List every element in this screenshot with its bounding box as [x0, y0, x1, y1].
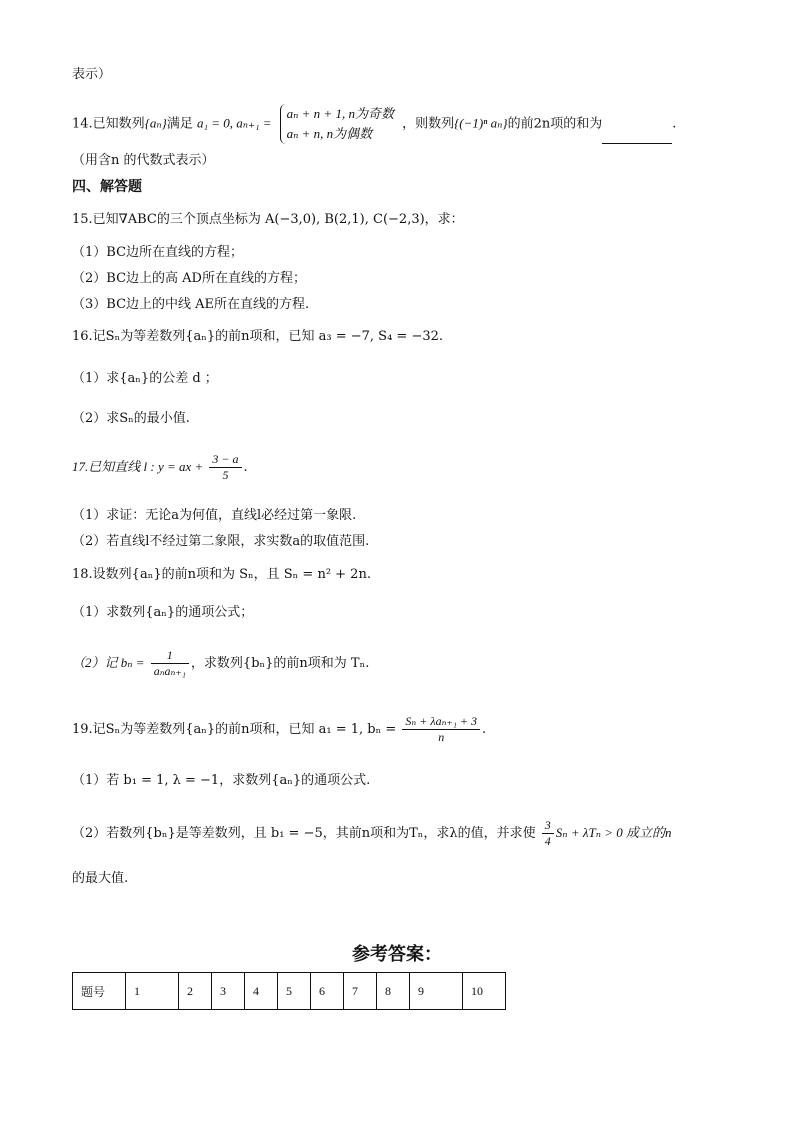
table-cell: 6 — [311, 973, 344, 1010]
q17-denominator: 5 — [222, 468, 229, 482]
table-cell: 题号 — [73, 973, 126, 1010]
table-cell: 9 — [410, 973, 463, 1010]
q19-part1: （1）若 b₁ = 1, λ = −1，求数列{aₙ}的通项公式. — [72, 773, 371, 788]
table-cell: 10 — [463, 973, 506, 1010]
q18-fraction — [151, 648, 189, 679]
q19-fraction2 — [542, 818, 554, 849]
q19-part2-tail: 的最大值. — [72, 871, 129, 886]
q15-stem: 15.已知∇ABC的三个顶点坐标为 A(−3,0), B(2,1), C(−2,3)，求： — [72, 212, 464, 227]
q18-stem: 18.设数列{aₙ}的前n项和为 Sₙ，且 Sₙ = n² + 2n. — [72, 567, 371, 582]
q16-part2: （2）求Sₙ的最小值. — [72, 411, 190, 426]
table-cell: 4 — [245, 973, 278, 1010]
table-cell: 7 — [344, 973, 377, 1010]
section-heading: 四、解答题 — [72, 179, 142, 195]
q15-part2: （2）BC边上的高 AD所在直线的方程； — [72, 271, 306, 286]
table-row — [73, 973, 506, 1010]
q19-numerator: Sₙ + λaₙ₊₁ + 3 — [402, 714, 480, 730]
q14-note: （用含n 的代数式表示） — [72, 153, 215, 168]
answer-table — [72, 972, 506, 1010]
q15-part3: （3）BC边上的中线 AE所在直线的方程. — [72, 297, 310, 312]
q19-p2-post: Sₙ + λTₙ > 0 成立的n — [555, 825, 672, 840]
q16-part1: （1）求{aₙ}的公差 d ； — [72, 371, 218, 386]
table-cell: 5 — [278, 973, 311, 1010]
q15-part1: （1）BC边所在直线的方程； — [72, 245, 244, 260]
table-cell: 8 — [377, 973, 410, 1010]
q17-pre: 17.已知直线 l : y = ax + — [72, 459, 204, 474]
q17-part2: （2）若直线l不经过第二象限，求实数a的取值范围. — [72, 534, 370, 549]
q14-case1: aₙ + n + 1, n为奇数 — [286, 106, 394, 121]
q19-pre: 19.记Sₙ为等差数列{aₙ}的前n项和，已知 a₁ = 1, bₙ = — [72, 722, 397, 737]
answers-title: 参考答案： — [352, 944, 442, 965]
q14-cond: a₁ = 0, aₙ₊₁ = — [197, 115, 272, 131]
q14-end: . — [672, 116, 677, 132]
q19-numerator2: 3 — [542, 818, 554, 834]
q18-part1: （1）求数列{aₙ}的通项公式； — [72, 605, 254, 620]
q14-post: ，则数列 — [402, 116, 455, 132]
q19-part2 — [72, 818, 672, 849]
table-cell: 1 — [126, 973, 179, 1010]
q19-denominator: n — [438, 730, 445, 744]
q19-denominator2: 4 — [544, 834, 551, 848]
q18-p2-pre: （2）记 bₙ = — [72, 655, 145, 670]
q14-piecewise — [280, 104, 394, 144]
q14-seq: {aₙ} — [144, 115, 167, 131]
question-14 — [72, 104, 676, 144]
q14-post2: 的前2n项的和为 — [507, 116, 603, 132]
q14-case2: aₙ + n, n为偶数 — [286, 126, 373, 141]
answer-blank[interactable] — [602, 129, 672, 144]
q19-p2-pre: （2）若数列{bₙ}是等差数列，且 b₁ = −5，其前n项和为Tₙ，求λ的值，并求使 — [72, 826, 536, 841]
q19-fraction — [402, 714, 480, 745]
q17-end: . — [243, 460, 248, 475]
q17-numerator: 3 − a — [209, 452, 241, 468]
q18-denominator: aₙaₙ₊₁ — [153, 664, 186, 678]
q14-pre: 14.已知数列 — [72, 116, 145, 132]
q18-p2-post: ，求数列{bₙ}的前n项和为 Tₙ. — [190, 656, 370, 671]
table-cell: 3 — [212, 973, 245, 1010]
q17-fraction — [209, 452, 241, 483]
question-19 — [72, 714, 486, 745]
q17-part1: （1）求证：无论a为何值，直线l必经过第一象限. — [72, 508, 357, 523]
q16-stem: 16.记Sₙ为等差数列{aₙ}的前n项和，已知 a₃ = −7, S₄ = −32. — [72, 329, 444, 344]
q19-end: . — [482, 722, 487, 737]
q18-part2 — [72, 648, 369, 679]
table-cell: 2 — [179, 973, 212, 1010]
text-continuation: 表示） — [72, 67, 112, 82]
question-17 — [72, 452, 248, 483]
q18-numerator: 1 — [151, 648, 189, 664]
q14-mid: 满足 — [166, 116, 193, 132]
q14-seq2: {(−1)ⁿ aₙ} — [454, 115, 508, 131]
